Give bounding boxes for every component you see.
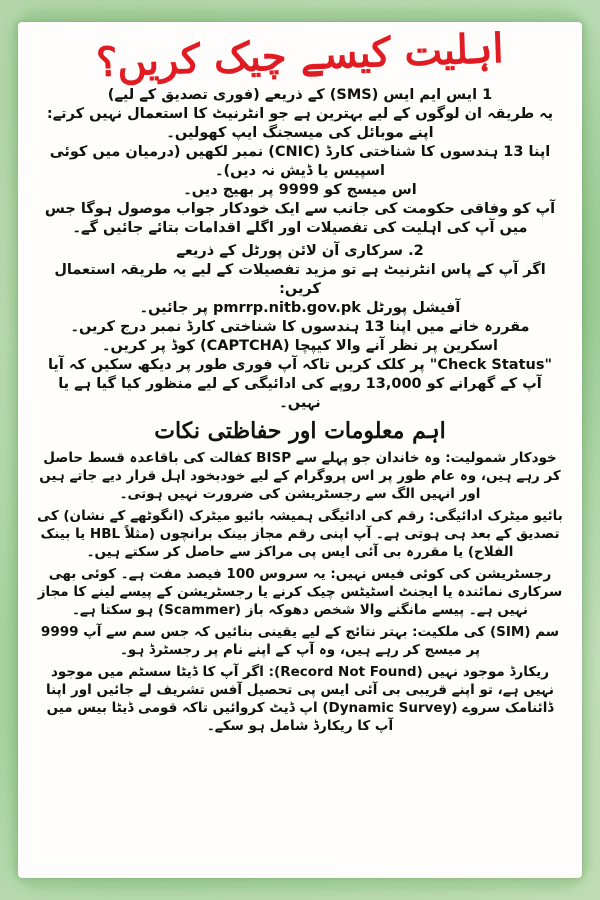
method-portal	[36, 242, 564, 413]
tip-item: بائیو میٹرک ادائیگی: رقم کی ادائیگی ہمیشہ بائیو میٹرک (انگوٹھے کے نشان) کی تصدیق کے بعد ہی ہوتی ہے۔ آپ اپنی رقم مجاز بینک برانچوں (مثلاً HBL یا بینک الفلاح) یا مقررہ بی آئی ایس پی مراکز سے حاصل کر سکتے ہیں۔	[37, 508, 563, 560]
step-text: آپ کو وفاقی حکومت کی جانب سے ایک خودکار جواب موصول ہوگا جس میں آپ کی اہلیت کی تفصیلات اور اگلے اقدامات بتائے جائیں گے۔	[44, 201, 556, 236]
method-heading: 1 ایس ایم ایس (SMS) کے ذریعے (فوری تصدیق کے لیے)	[107, 87, 493, 103]
step-text: اپنا 13 ہندسوں کا شناختی کارڈ (CNIC) نمبر لکھیں (درمیان میں کوئی اسپیس یا ڈیش نہ دیں)۔	[49, 144, 551, 179]
method-heading: 2. سرکاری آن لائن پورٹل کے ذریعے	[176, 243, 424, 259]
document-content	[36, 24, 564, 870]
method-intro: اگر آپ کے پاس انٹرنیٹ ہے تو مزید تفصیلات کے لیے یہ طریقہ استعمال کریں:	[54, 262, 546, 297]
step-text: آفیشل پورٹل pmrrp.nitb.gov.pk پر جائیں۔	[139, 300, 461, 316]
tip-item: رجسٹریشن کی کوئی فیس نہیں: یہ سروس 100 فیصد مفت ہے۔ کوئی بھی سرکاری نمائندہ یا ایجنٹ اسٹیٹس چیک کرنے یا رجسٹریشن کے پیسے لینے کا مجاز نہیں ہے۔ پیسے مانگنے والا شخص دھوکہ باز (Scammer) ہو سکتا ہے۔	[37, 566, 563, 618]
tips-list	[36, 449, 564, 735]
tip-item: سم (SIM) کی ملکیت: بہتر نتائج کے لیے یقینی بنائیں کہ جس سم سے آپ 9999 پر میسج کر رہے ہیں، وہ آپ کے اپنے نام پر رجسٹرڈ ہو۔	[40, 624, 560, 658]
step-text: اس میسج کو 9999 پر بھیج دیں۔	[183, 182, 417, 198]
step-text: اپنے موبائل کی میسجنگ ایپ کھولیں۔	[166, 125, 434, 141]
step-text: مقررہ خانے میں اپنا 13 ہندسوں کا شناختی کارڈ نمبر درج کریں۔	[70, 319, 530, 335]
method-intro: یہ طریقہ ان لوگوں کے لیے بہترین ہے جو انٹرنیٹ کا استعمال نہیں کرتے:	[46, 106, 554, 122]
section-heading: اہم معلومات اور حفاظتی نکات	[154, 418, 446, 444]
tip-item: خودکار شمولیت: وہ خاندان جو پہلے سے BISP کفالت کی باقاعدہ قسط حاصل کر رہے ہیں، وہ عام طور پر اس پروگرام کے لیے خودبخود اہل قرار دیے جاتے ہیں اور انہیں الگ سے رجسٹریشن کی ضرورت نہیں ہوتی۔	[39, 450, 561, 502]
step-text: اسکرین پر نظر آنے والا کیپچا (CAPTCHA) کوڈ پر کریں۔	[101, 338, 499, 354]
page-title: اہلیت کیسے چیک کریں؟	[95, 24, 505, 87]
document-page	[18, 22, 582, 878]
method-sms	[36, 86, 564, 238]
tip-item: ریکارڈ موجود نہیں (Record Not Found): اگر آپ کا ڈیٹا سسٹم میں موجود نہیں ہے، تو اپنے قریبی بی آئی ایس پی تحصیل آفس تشریف لے جائیں اور اپنا ڈائنامک سروے (Dynamic Survey) اپ ڈیٹ کروائیں تاکہ قومی ڈیٹا بیس میں آپ کا ریکارڈ شامل ہو سکے۔	[46, 664, 554, 734]
step-text: "Check Status" پر کلک کریں تاکہ آپ فوری طور پر دیکھ سکیں کہ آیا آپ کے گھرانے کو 13,000 روپے کی ادائیگی کے لیے منظور کیا گیا ہے یا نہیں۔	[47, 357, 553, 411]
